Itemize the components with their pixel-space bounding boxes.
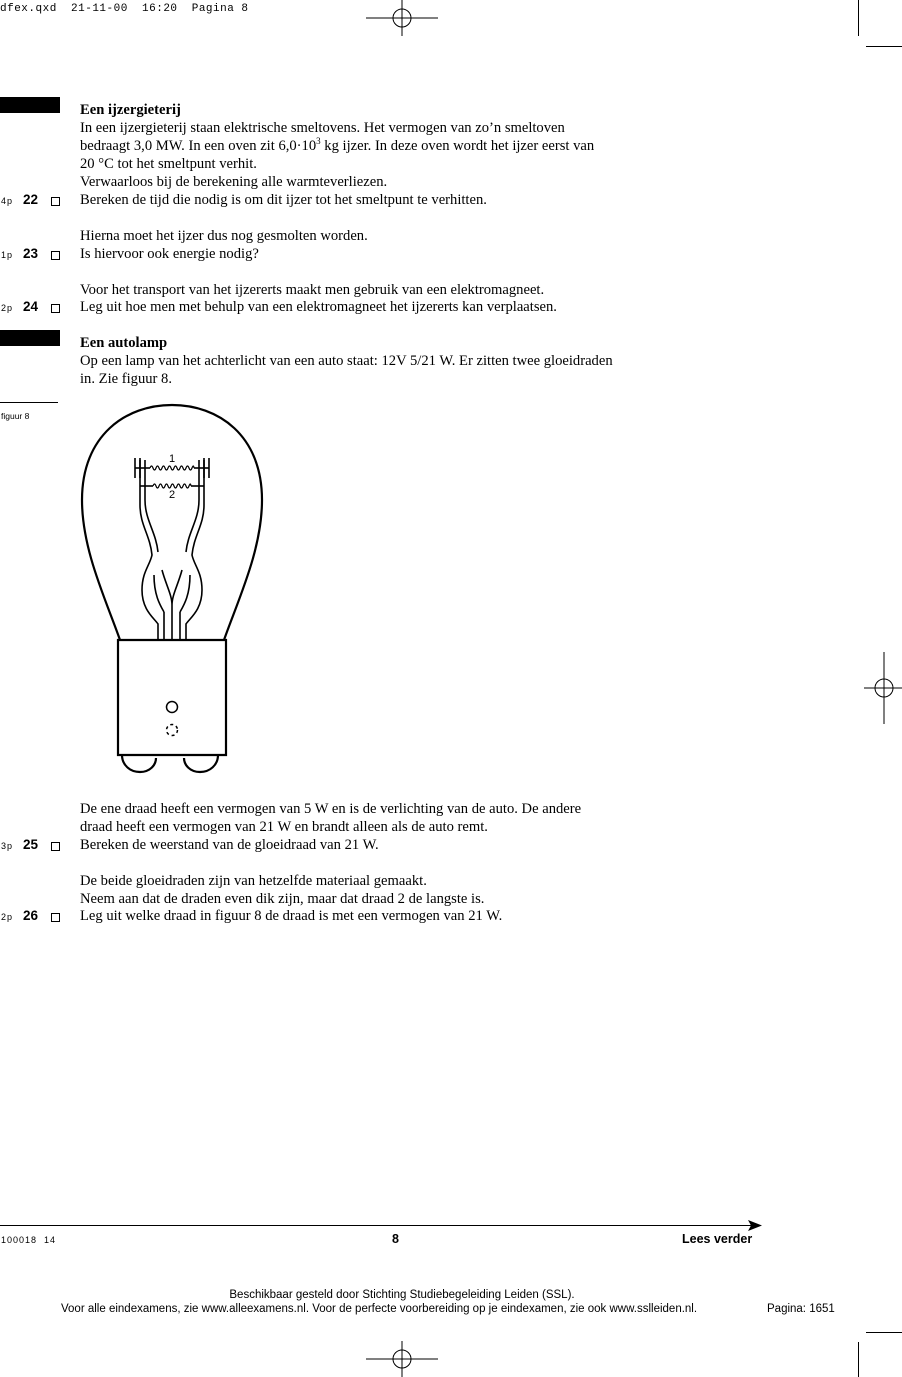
question-number: 23 [23, 246, 39, 261]
question-number: 24 [23, 299, 39, 314]
filament-label-2: 2 [168, 489, 176, 501]
section-marker [0, 97, 60, 113]
question-points: 2p [1, 912, 14, 922]
question-text: Leg uit hoe men met behulp van een elektromagneet het ijzererts kan verplaatsen. [80, 299, 557, 315]
figure-rule [0, 402, 58, 403]
answer-checkbox[interactable] [51, 304, 60, 313]
figure-label: figuur 8 [1, 411, 30, 421]
question-lead: Hierna moet het ijzer dus nog gesmolten worden. [80, 228, 368, 244]
question-points: 3p [1, 841, 14, 851]
question-points: 1p [1, 250, 14, 260]
filament-label-1: 1 [168, 453, 176, 465]
question-points: 2p [1, 303, 14, 313]
registration-mark-top [364, 0, 440, 38]
section-title: Een ijzergieterij [80, 102, 181, 118]
registration-mark-right [864, 652, 902, 726]
file-info-header: dfex.qxd 21-11-00 16:20 Pagina 8 [0, 3, 249, 15]
footer-rule [0, 1225, 752, 1226]
question-text: Leg uit welke draad in figuur 8 de draad is met een vermogen van 21 W. [80, 908, 503, 924]
intro-line: bedraagt 3,0 MW. In een oven zit $6,0\cdot 10^3$ kg ijzer. In deze oven wordt het ijzer eerst van [80, 136, 595, 154]
question-number: 25 [23, 837, 39, 852]
credit-line: Voor alle eindexamens, zie www.alleexamens.nl. Voor de perfecte voorbereiding op je eindexamen, zie ook www.sslleiden.nl. [61, 1303, 698, 1315]
question-text: Bereken de tijd die nodig is om dit ijzer tot het smeltpunt te verhitten. [80, 192, 487, 208]
page-number: 8 [392, 1232, 399, 1246]
section-title: Een autolamp [80, 335, 168, 351]
intro-line: In een ijzergieterij staan elektrische smeltovens. Het vermogen van zo’n smeltoven [80, 120, 565, 136]
body-line: De beide gloeidraden zijn van hetzelfde materiaal gemaakt. [80, 873, 427, 889]
question-number: 26 [23, 908, 39, 923]
answer-checkbox[interactable] [51, 842, 60, 851]
crop-mark [858, 1342, 859, 1377]
answer-checkbox[interactable] [51, 197, 60, 206]
intro-line: in. Zie figuur 8. [80, 371, 173, 387]
registration-mark-bottom [364, 1341, 440, 1377]
body-line: draad heeft een vermogen van 21 W en brandt alleen als de auto remt. [80, 819, 488, 835]
exam-code: 100018 14 [1, 1235, 57, 1245]
question-number: 22 [23, 192, 39, 207]
section-marker [0, 330, 60, 346]
question-text: Is hiervoor ook energie nodig? [80, 246, 259, 262]
body-line: Neem aan dat de draden even dik zijn, maar dat draad 2 de langste is. [80, 891, 485, 907]
question-text: Bereken de weerstand van de gloeidraad van 21 W. [80, 837, 379, 853]
crop-mark [866, 46, 902, 47]
arrow-right-icon [748, 1220, 762, 1231]
page-reference: Pagina: 1651 [767, 1303, 835, 1315]
answer-checkbox[interactable] [51, 913, 60, 922]
question-lead: Voor het transport van het ijzererts maakt men gebruik van een elektromagneet. [80, 282, 545, 298]
intro-line: 20 °C tot het smeltpunt verhit. [80, 156, 257, 172]
credit-line: Beschikbaar gesteld door Stichting Studiebegeleiding Leiden (SSL). [229, 1289, 575, 1301]
question-points: 4p [1, 196, 14, 206]
car-lamp-figure [78, 400, 270, 778]
crop-mark [866, 1332, 902, 1333]
intro-line: Verwaarloos bij de berekening alle warmteverliezen. [80, 174, 388, 190]
crop-mark [858, 0, 859, 36]
body-line: De ene draad heeft een vermogen van 5 W en is de verlichting van de auto. De andere [80, 801, 582, 817]
answer-checkbox[interactable] [51, 251, 60, 260]
lees-verder: Lees verder [682, 1232, 753, 1246]
intro-line: Op een lamp van het achterlicht van een auto staat: 12V 5/21 W. Er zitten twee gloeidraden [80, 353, 613, 369]
